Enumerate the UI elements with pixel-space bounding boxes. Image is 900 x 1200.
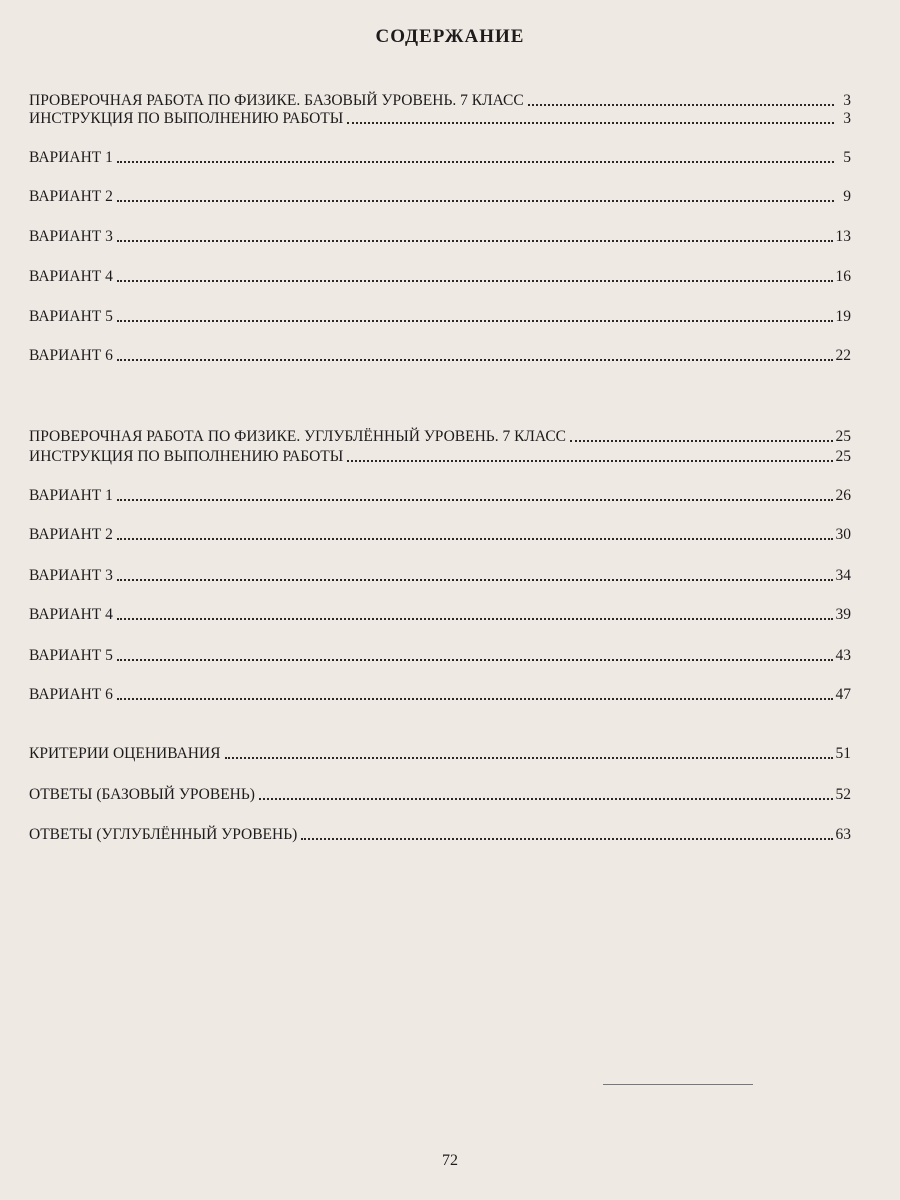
toc-entry-label: ВАРИАНТ 6 (29, 686, 113, 703)
toc-entry-page: 5 (843, 149, 851, 166)
toc-entry-label: ОТВЕТЫ (БАЗОВЫЙ УРОВЕНЬ) (29, 786, 255, 803)
toc-entry[interactable] (29, 824, 851, 846)
toc-leader (117, 658, 833, 661)
toc-entry-label: ПРОВЕРОЧНАЯ РАБОТА ПО ФИЗИКЕ. УГЛУБЛЁННЫЙ УРОВЕНЬ. 7 КЛАСС (29, 428, 567, 445)
toc-entry-page: 63 (835, 826, 851, 843)
toc-entry-label: ОТВЕТЫ (УГЛУБЛЁННЫЙ УРОВЕНЬ) (29, 826, 298, 843)
toc-entry-label: ВАРИАНТ 1 (29, 487, 113, 504)
toc-leader (347, 121, 834, 124)
toc-entry[interactable] (29, 108, 851, 130)
toc-leader (117, 239, 833, 242)
toc-entry[interactable] (29, 565, 851, 587)
toc-entry[interactable] (29, 186, 851, 208)
toc-leader (117, 199, 834, 202)
toc-entry[interactable] (29, 426, 851, 448)
toc-entry-page: 26 (835, 487, 851, 504)
toc-entry-label: ВАРИАНТ 6 (29, 347, 113, 364)
toc-entry-label: ПРОВЕРОЧНАЯ РАБОТА ПО ФИЗИКЕ. БАЗОВЫЙ УРОВЕНЬ. 7 КЛАСС (29, 92, 524, 109)
toc-entry-page: 9 (843, 188, 851, 205)
toc-entry[interactable] (29, 345, 851, 367)
toc-entry-page: 25 (835, 448, 851, 465)
toc-leader (570, 439, 832, 442)
toc-entry-page: 52 (835, 786, 851, 803)
toc-entry-label: ВАРИАНТ 3 (29, 567, 113, 584)
toc-entry[interactable] (29, 485, 851, 507)
toc-entry[interactable] (29, 743, 851, 765)
toc-leader (347, 459, 832, 462)
toc-entry-label: ВАРИАНТ 4 (29, 606, 113, 623)
toc-entry-label: КРИТЕРИИ ОЦЕНИВАНИЯ (29, 745, 221, 762)
toc-entry[interactable] (29, 784, 851, 806)
decorative-rule (603, 1084, 753, 1085)
toc-entry-page: 3 (843, 110, 851, 127)
toc-entry-label: ИНСТРУКЦИЯ ПО ВЫПОЛНЕНИЮ РАБОТЫ (29, 448, 344, 465)
toc-leader (117, 617, 833, 620)
toc-entry-page: 16 (835, 268, 851, 285)
toc-leader (117, 697, 833, 700)
toc-entry[interactable] (29, 524, 851, 546)
toc-entry-label: ИНСТРУКЦИЯ ПО ВЫПОЛНЕНИЮ РАБОТЫ (29, 110, 344, 127)
toc-entry-page: 13 (835, 228, 851, 245)
toc-leader (117, 279, 833, 282)
toc-leader (117, 358, 833, 361)
toc-entry-page: 3 (843, 92, 851, 109)
toc-entry-label: ВАРИАНТ 2 (29, 526, 113, 543)
toc-entry-page: 25 (835, 428, 851, 445)
toc-entry-page: 39 (835, 606, 851, 623)
toc-leader (528, 103, 834, 106)
toc-leader (117, 319, 833, 322)
toc-entry[interactable] (29, 604, 851, 626)
toc-entry-page: 51 (835, 745, 851, 762)
toc-leader (117, 160, 834, 163)
toc-entry-label: ВАРИАНТ 4 (29, 268, 113, 285)
toc-entry-page: 47 (835, 686, 851, 703)
toc-leader (259, 797, 833, 800)
toc-entry-label: ВАРИАНТ 5 (29, 647, 113, 664)
toc-entry[interactable] (29, 226, 851, 248)
toc-leader (225, 756, 833, 759)
toc-leader (301, 837, 832, 840)
toc-leader (117, 578, 833, 581)
toc-leader (117, 537, 833, 540)
toc-entry[interactable] (29, 645, 851, 667)
toc-entry[interactable] (29, 306, 851, 328)
toc-entry-page: 22 (835, 347, 851, 364)
toc-entry-label: ВАРИАНТ 1 (29, 149, 113, 166)
page-title: СОДЕРЖАНИЕ (375, 26, 525, 47)
toc-entry-page: 34 (835, 567, 851, 584)
toc-entry-label: ВАРИАНТ 2 (29, 188, 113, 205)
page-number: 72 (442, 1152, 458, 1169)
toc-entry[interactable] (29, 446, 851, 468)
toc-entry-label: ВАРИАНТ 3 (29, 228, 113, 245)
toc-entry[interactable] (29, 266, 851, 288)
toc-entry-page: 30 (835, 526, 851, 543)
toc-entry-page: 19 (835, 308, 851, 325)
toc-entry[interactable] (29, 684, 851, 706)
toc-entry[interactable] (29, 147, 851, 169)
toc-entry-label: ВАРИАНТ 5 (29, 308, 113, 325)
toc-leader (117, 498, 833, 501)
toc-entry-page: 43 (835, 647, 851, 664)
